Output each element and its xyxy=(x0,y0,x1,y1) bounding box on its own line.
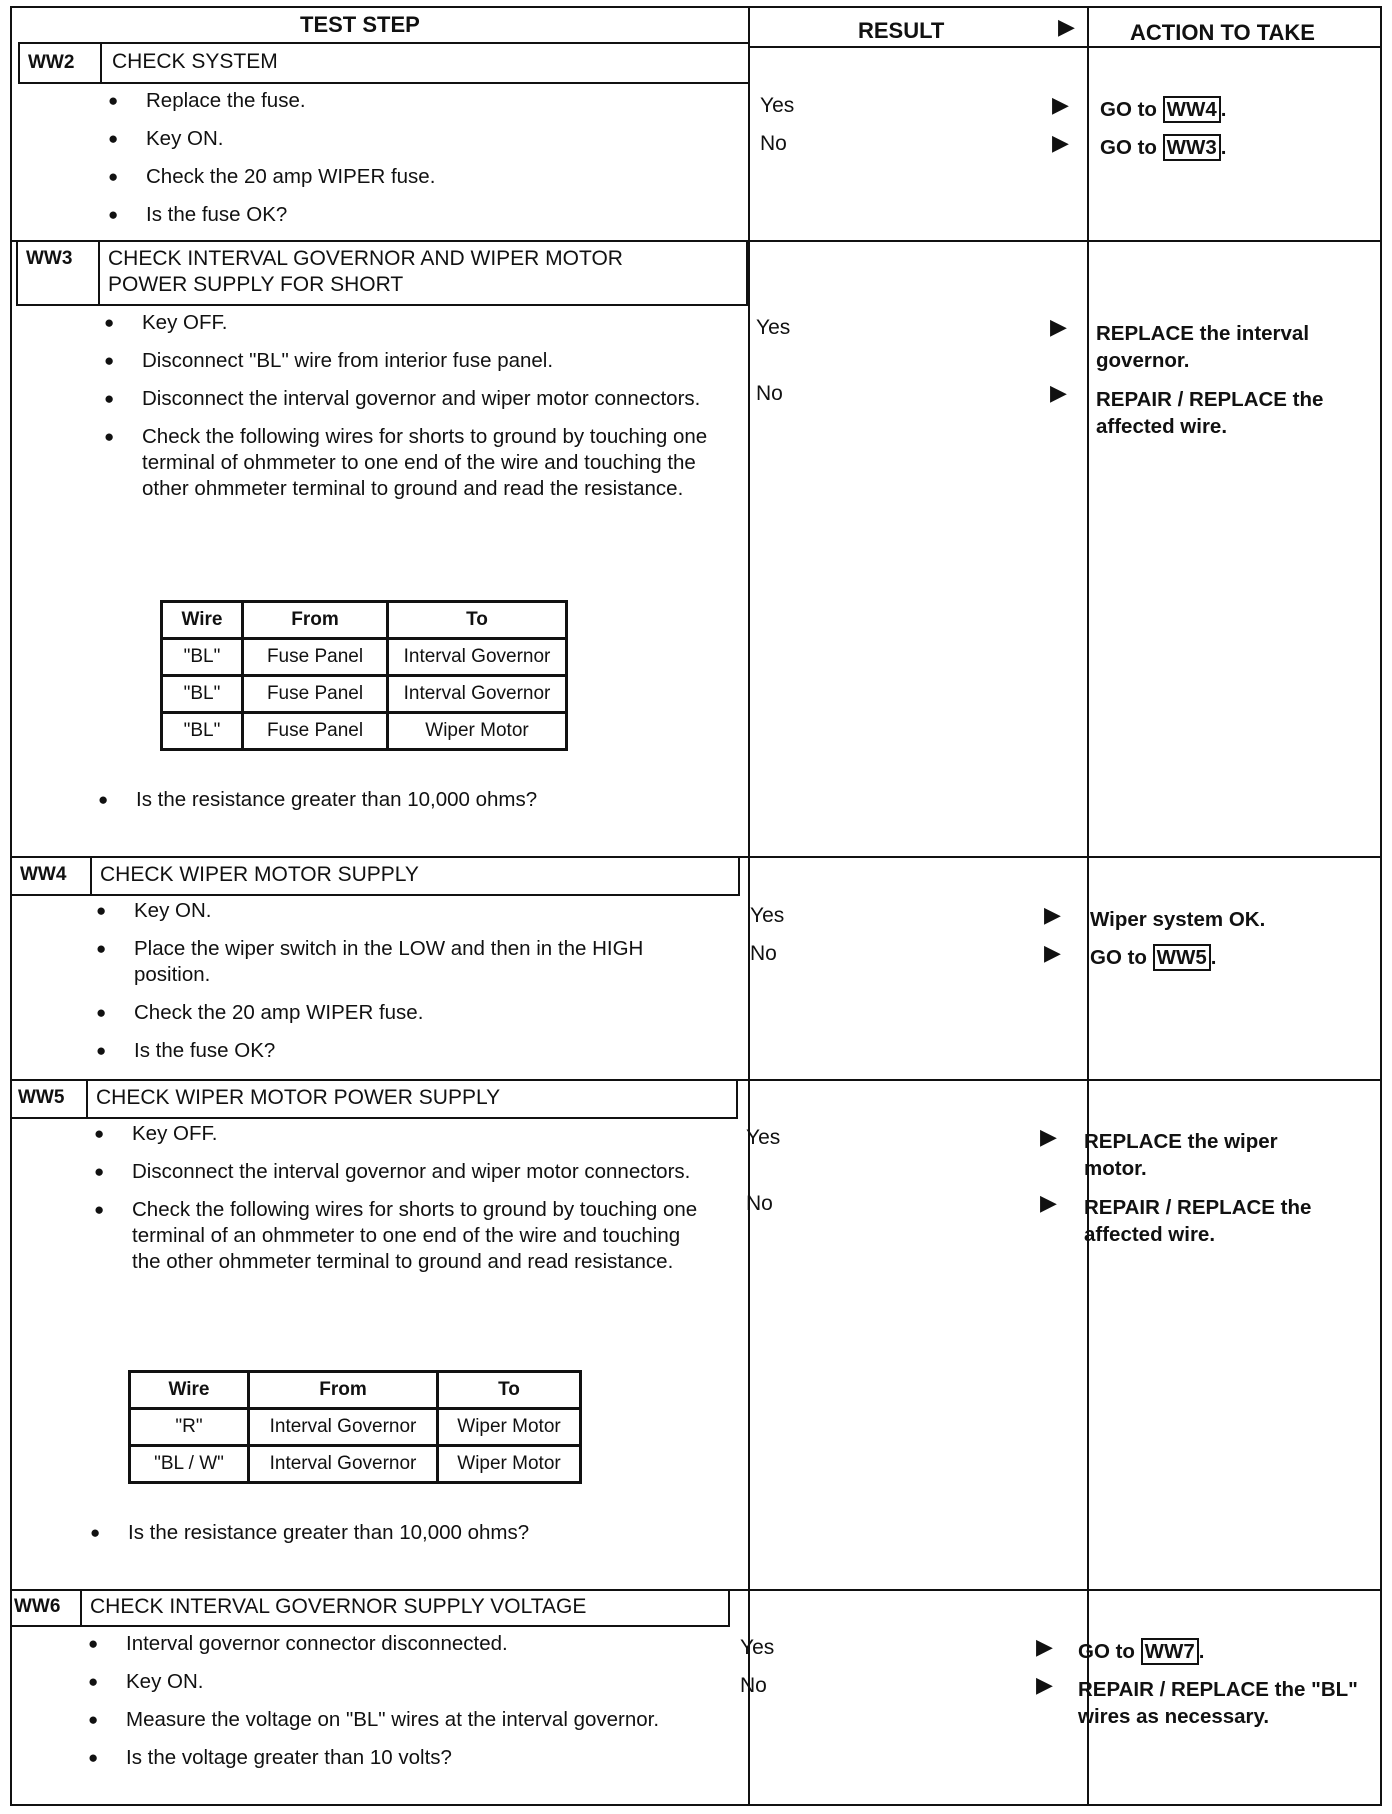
to-cell: Wiper Motor xyxy=(438,1446,581,1483)
column-divider-action xyxy=(1087,6,1089,1806)
result-yes-ww6: Yes xyxy=(740,1636,775,1659)
step-id-divider xyxy=(86,1079,88,1119)
action-yes-ww3: REPLACE the interval governor. xyxy=(1096,322,1310,372)
bullet-item: ● Disconnect the interval governor and wiper motor connectors. xyxy=(90,1159,710,1185)
bullet-item: ● Disconnect "BL" wire from interior fuse panel. xyxy=(100,348,720,374)
arrow-icon: ▶ xyxy=(1052,130,1069,155)
step-id-divider xyxy=(100,42,102,84)
action-yes-ww5: REPLACE the wiper motor. xyxy=(1084,1130,1278,1180)
column-header-wire: Wire xyxy=(162,602,243,639)
header-divider xyxy=(748,46,1382,48)
step-id-divider xyxy=(98,240,100,306)
header-test-step: TEST STEP xyxy=(300,12,420,37)
result-no-ww3: No xyxy=(756,382,783,405)
action-text: GO to xyxy=(1100,136,1157,159)
to-cell: Wiper Motor xyxy=(438,1409,581,1446)
step-bullets-ww3 xyxy=(100,310,720,502)
wire-cell: "R" xyxy=(130,1409,249,1446)
header-arrow-icon: ▶ xyxy=(1058,14,1075,39)
result-no-ww6: No xyxy=(740,1674,767,1697)
table-row xyxy=(162,713,567,750)
table-row xyxy=(162,676,567,713)
wire-cell: "BL" xyxy=(162,713,243,750)
bullet-item: ● Key ON. xyxy=(84,1669,704,1695)
table-row xyxy=(130,1446,581,1483)
action-suffix: . xyxy=(1220,98,1227,121)
bullet-item: ● Key ON. xyxy=(104,126,724,152)
step-bullets-ww5 xyxy=(90,1121,710,1275)
from-cell: Interval Governor xyxy=(249,1409,438,1446)
step-id-ww3: WW3 xyxy=(26,248,73,269)
step-final-bullet-ww5 xyxy=(86,1520,706,1559)
action-suffix: . xyxy=(1210,946,1217,969)
result-no-ww4: No xyxy=(750,942,777,965)
header-result: RESULT xyxy=(858,18,945,43)
bullet-item: ● Replace the fuse. xyxy=(104,88,724,114)
to-cell: Wiper Motor xyxy=(388,713,567,750)
step-ref-ww3[interactable]: WW3 xyxy=(1163,134,1221,161)
step-id-divider xyxy=(80,1589,82,1627)
result-no-ww2: No xyxy=(760,132,787,155)
to-cell: Interval Governor xyxy=(388,676,567,713)
step-final-bullet-ww3 xyxy=(94,787,714,826)
bullet-item: ● Interval governor connector disconnected. xyxy=(84,1631,704,1657)
step-bullets-ww6 xyxy=(84,1631,704,1784)
from-cell: Interval Governor xyxy=(249,1446,438,1483)
wire-table-ww3 xyxy=(160,600,568,751)
bullet-item: ● Is the fuse OK? xyxy=(104,202,724,228)
action-yes-ww6 xyxy=(1078,1638,1204,1665)
wire-table-ww5 xyxy=(128,1370,582,1484)
result-yes-ww3: Yes xyxy=(756,316,791,339)
table-row xyxy=(130,1409,581,1446)
bullet-item: ● Disconnect the interval governor and wiper motor connectors. xyxy=(100,386,720,412)
table-row xyxy=(162,639,567,676)
bullet-item: ● Key OFF. xyxy=(100,310,720,336)
bullet-item: ● Check the following wires for shorts to ground by touching one terminal of ohmmeter to one end of the wire and touching the other ohmmeter terminal to ground and read the resistance. xyxy=(100,424,720,502)
arrow-icon: ▶ xyxy=(1050,314,1067,339)
action-suffix: . xyxy=(1220,136,1227,159)
step-title-ww5: CHECK WIPER MOTOR POWER SUPPLY xyxy=(96,1086,501,1109)
bullet-item: ● Key ON. xyxy=(92,898,712,924)
arrow-icon: ▶ xyxy=(1044,902,1061,927)
arrow-icon: ▶ xyxy=(1052,92,1069,117)
result-yes-ww2: Yes xyxy=(760,94,795,117)
column-header-from: From xyxy=(249,1372,438,1409)
column-header-wire: Wire xyxy=(130,1372,249,1409)
action-suffix: . xyxy=(1198,1640,1205,1663)
bullet-item: ● Is the resistance greater than 10,000 ohms? xyxy=(94,787,714,813)
to-cell: Interval Governor xyxy=(388,639,567,676)
action-no-ww5: REPAIR / REPLACE the affected wire. xyxy=(1084,1196,1312,1246)
bullet-item: ● Key OFF. xyxy=(90,1121,710,1147)
step-id-divider xyxy=(90,856,92,896)
action-yes-ww2 xyxy=(1100,96,1226,123)
bullet-item: ● Check the following wires for shorts to ground by touching one terminal of an ohmmeter to one end of the wire and touching the other ohmmeter terminal to ground and read resistance. xyxy=(90,1197,710,1275)
step-title-ww6: CHECK INTERVAL GOVERNOR SUPPLY VOLTAGE xyxy=(90,1595,587,1618)
result-yes-ww4: Yes xyxy=(750,904,785,927)
step-ref-ww4[interactable]: WW4 xyxy=(1163,96,1221,123)
arrow-icon: ▶ xyxy=(1036,1634,1053,1659)
bullet-item: ● Is the fuse OK? xyxy=(92,1038,712,1064)
bullet-item: ● Check the 20 amp WIPER fuse. xyxy=(92,1000,712,1026)
action-text: GO to xyxy=(1090,946,1147,969)
step-id-ww4: WW4 xyxy=(20,864,67,885)
column-header-to: To xyxy=(438,1372,581,1409)
from-cell: Fuse Panel xyxy=(243,676,388,713)
bullet-item: ● Check the 20 amp WIPER fuse. xyxy=(104,164,724,190)
result-yes-ww5: Yes xyxy=(746,1126,781,1149)
arrow-icon: ▶ xyxy=(1036,1672,1053,1697)
result-no-ww5: No xyxy=(746,1192,773,1215)
wire-cell: "BL" xyxy=(162,676,243,713)
arrow-icon: ▶ xyxy=(1040,1124,1057,1149)
step-ref-ww5[interactable]: WW5 xyxy=(1153,944,1211,971)
action-yes-ww4: Wiper system OK. xyxy=(1090,908,1266,931)
arrow-icon: ▶ xyxy=(1044,940,1061,965)
step-ref-ww7[interactable]: WW7 xyxy=(1141,1638,1199,1665)
action-no-ww6: REPAIR / REPLACE the "BL" wires as necessary. xyxy=(1078,1678,1358,1728)
bullet-item: ● Measure the voltage on "BL" wires at the interval governor. xyxy=(84,1707,704,1733)
arrow-icon: ▶ xyxy=(1050,380,1067,405)
step-id-ww5: WW5 xyxy=(18,1087,65,1108)
step-id-ww2: WW2 xyxy=(28,52,75,73)
action-no-ww3: REPAIR / REPLACE the affected wire. xyxy=(1096,388,1324,438)
bullet-item: ● Is the resistance greater than 10,000 ohms? xyxy=(86,1520,706,1546)
bullet-item: ● Place the wiper switch in the LOW and then in the HIGH position. xyxy=(92,936,712,988)
action-no-ww2 xyxy=(1100,134,1226,161)
step-id-ww6: WW6 xyxy=(14,1596,61,1617)
step-title-ww2: CHECK SYSTEM xyxy=(112,50,278,73)
action-no-ww4 xyxy=(1090,944,1216,971)
step-bullets-ww2 xyxy=(104,88,724,241)
step-title-ww3: CHECK INTERVAL GOVERNOR AND WIPER MOTOR POWER SUPPLY FOR SHORT xyxy=(108,247,623,296)
wire-cell: "BL" xyxy=(162,639,243,676)
action-text: GO to xyxy=(1100,98,1157,121)
bullet-item: ● Is the voltage greater than 10 volts? xyxy=(84,1745,704,1771)
action-text: GO to xyxy=(1078,1640,1135,1663)
column-header-from: From xyxy=(243,602,388,639)
step-title-ww4: CHECK WIPER MOTOR SUPPLY xyxy=(100,863,419,886)
arrow-icon: ▶ xyxy=(1040,1190,1057,1215)
from-cell: Fuse Panel xyxy=(243,639,388,676)
header-action: ACTION TO TAKE xyxy=(1130,20,1315,45)
from-cell: Fuse Panel xyxy=(243,713,388,750)
wire-cell: "BL / W" xyxy=(130,1446,249,1483)
column-header-to: To xyxy=(388,602,567,639)
step-bullets-ww4 xyxy=(92,898,712,1077)
